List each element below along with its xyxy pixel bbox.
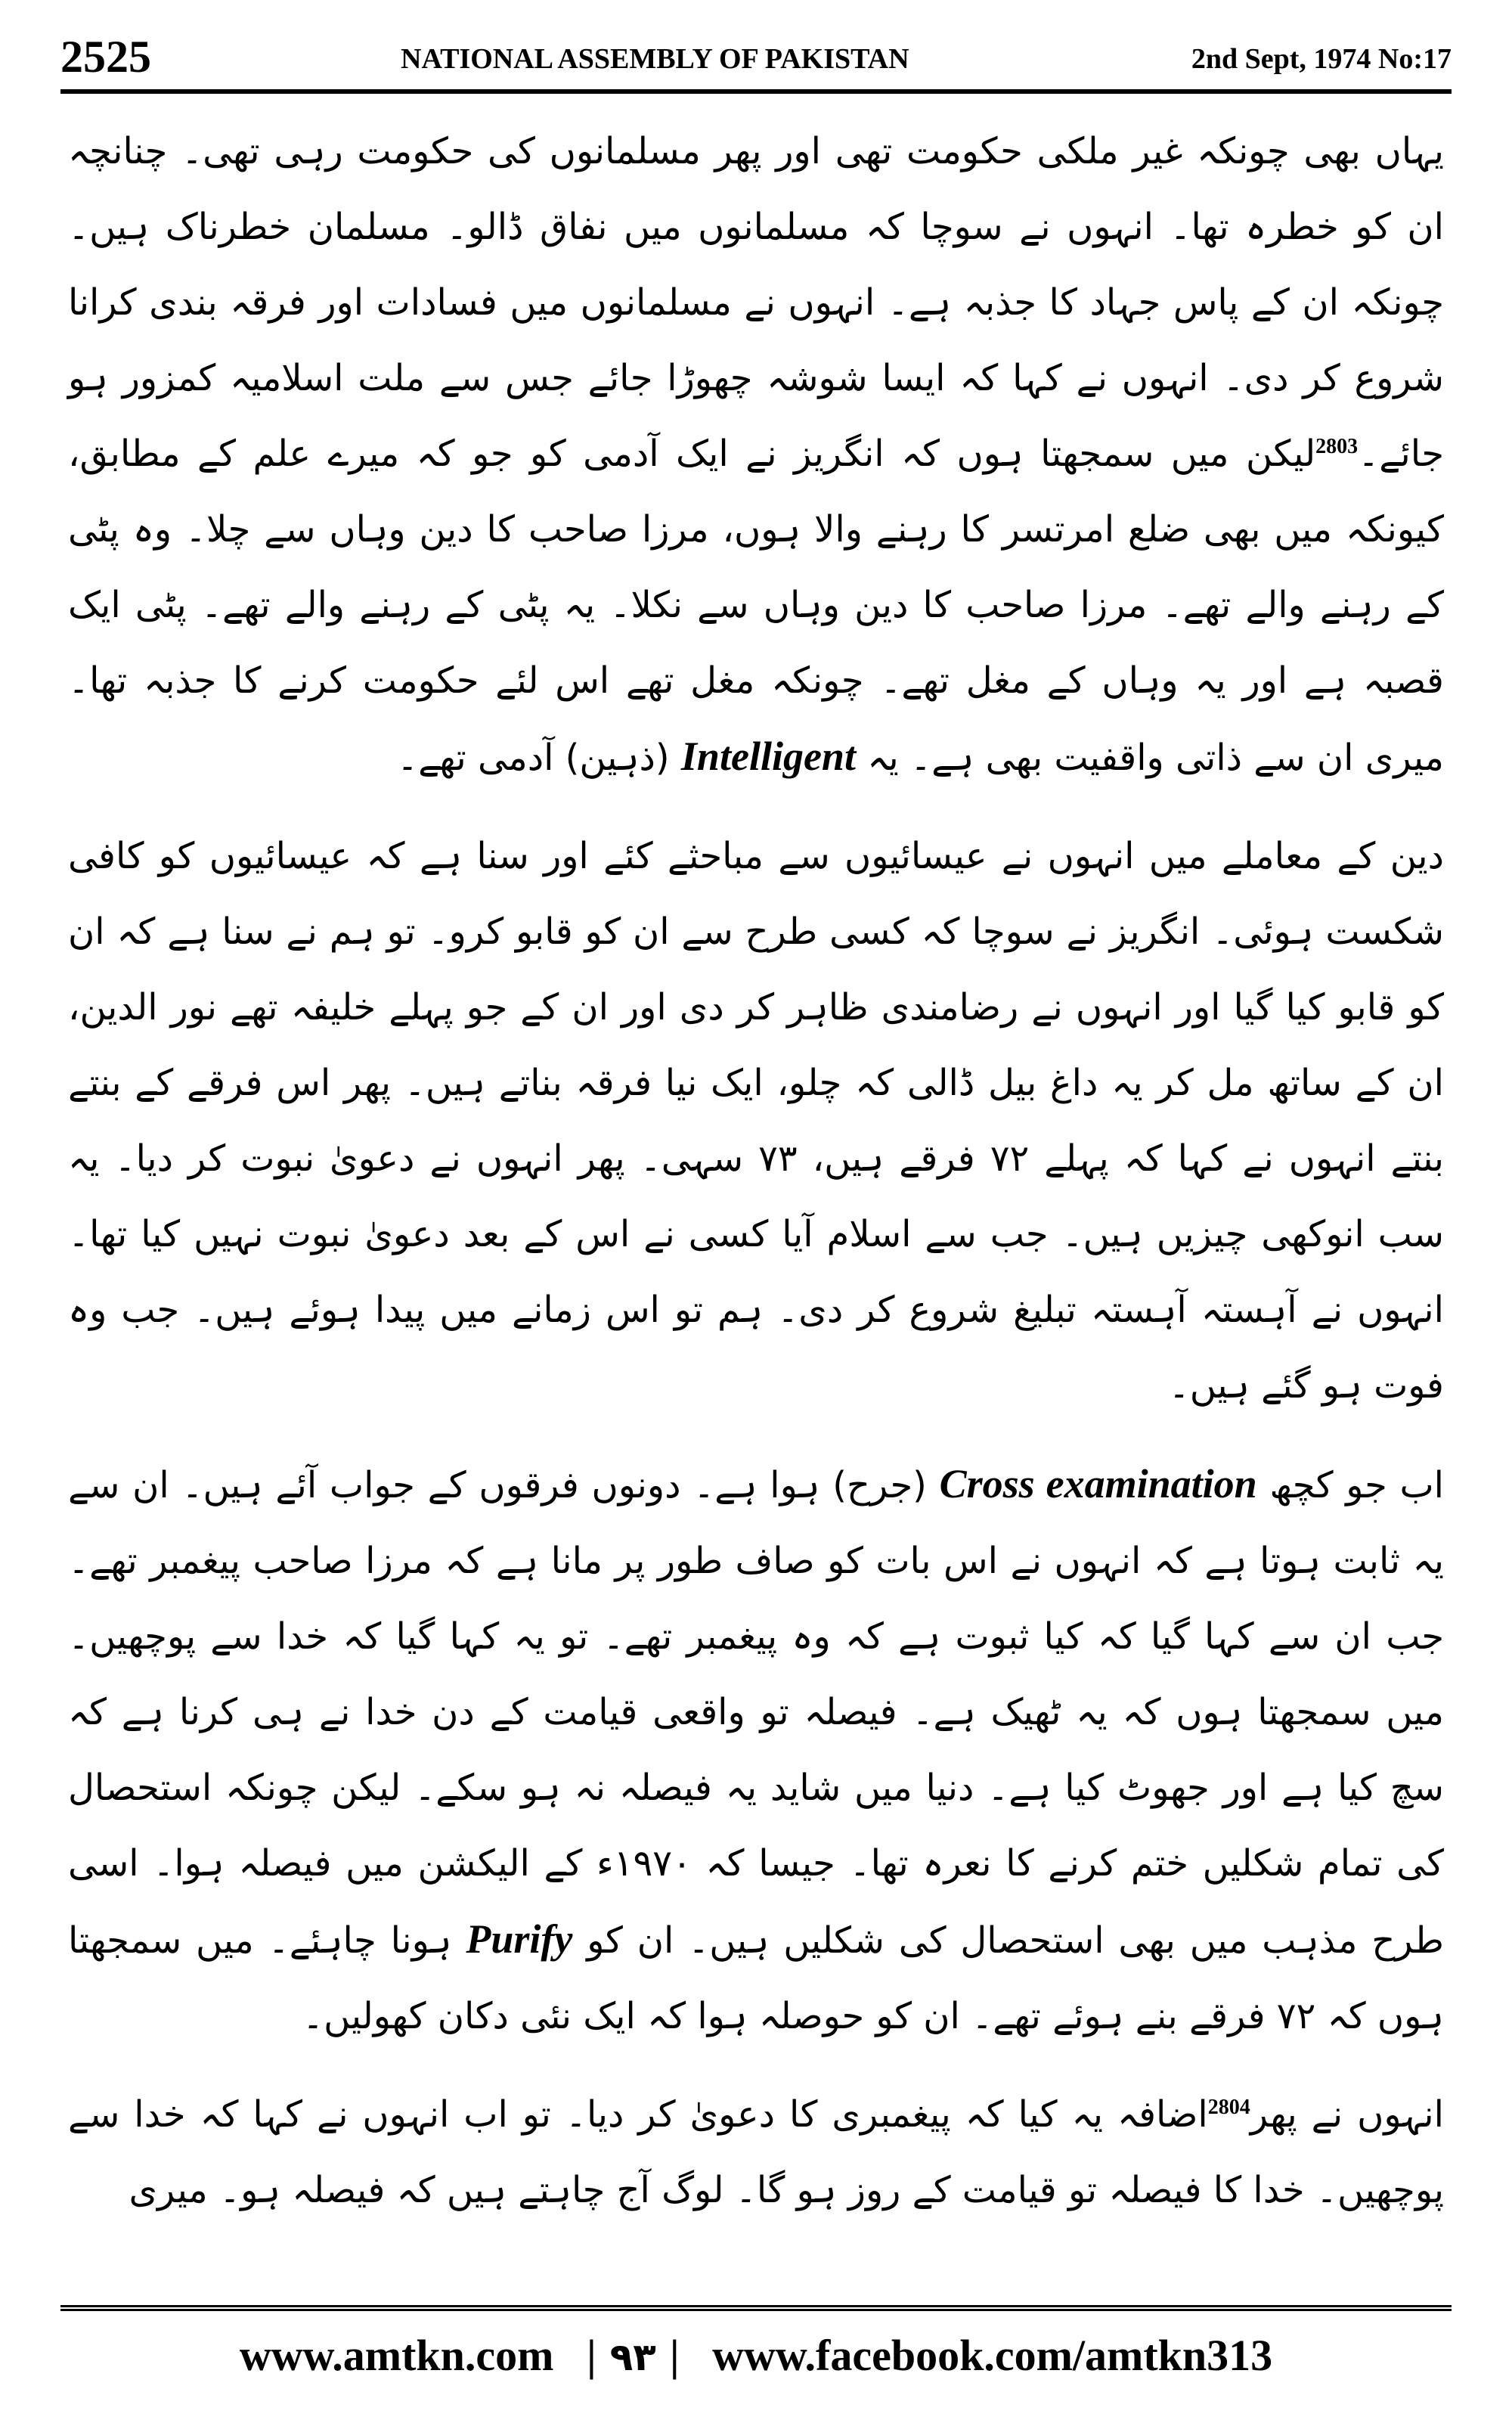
page-number: 2525	[60, 32, 151, 82]
body-text	[68, 113, 1444, 2284]
footnote-ref-2803: 2803	[1315, 435, 1359, 458]
header-title: NATIONAL ASSEMBLY OF PAKISTAN	[401, 43, 909, 75]
footer-separator: |	[669, 2331, 702, 2380]
paragraph-4-part-a: انہوں نے پھر	[1250, 2093, 1444, 2136]
english-term-intelligent: Intelligent	[680, 734, 856, 779]
paragraph-1-part-a: یہاں بھی چونکہ غیر ملکی حکومت تھی اور پھر مسلمانوں کی حکومت رہی تھی۔ چنانچہ ان کو خطرہ تھا۔ انہوں نے سوچا کہ مسلمانوں میں نفاق ڈالو۔ مسلمان خطرناک ہیں۔ چونکہ ان کے پاس جہاد کا جذبہ ہے۔ انہوں نے مسلمانوں میں فسادات اور فرقہ بندی کرانا شروع کر دی۔ انہوں نے کہا کہ ایسا شوشہ چھوڑا جائے جس سے ملت اسلامیہ کمزور ہو جائے۔	[68, 130, 1444, 475]
footer-website-link[interactable]: www.amtkn.com	[239, 2331, 554, 2380]
paragraph-1-part-b: لیکن میں سمجھتا ہوں کہ انگریز نے ایک آدمی کو جو کہ میرے علم کے مطابق، کیونکہ میں بھی ضلع امرتسر کا رہنے والا ہوں، مرزا صاحب کا دین وہاں سے چلا۔ وہ پٹی کے رہنے والے تھے۔ مرزا صاحب کا دین وہاں سے نکلا۔ یہ پٹی کے رہنے والے تھے۔ پٹی ایک قصبہ ہے اور یہ وہاں کے مغل تھے۔ چونکہ مغل تھے اس لئے حکومت کرنے کا جذبہ تھا۔ میری ان سے ذاتی واقفیت بھی ہے۔ یہ	[68, 433, 1444, 779]
paragraph-4-part-b: اضافہ یہ کیا کہ پیغمبری کا دعویٰ کر دیا۔ تو اب انہوں نے کہا کہ خدا سے پوچھیں۔ خدا کا فیصلہ تو قیامت کے روز ہو گا۔ لوگ آج چاہتے ہیں کہ فیصلہ ہو۔ میری	[68, 2093, 1444, 2211]
paragraph-4	[68, 2077, 1444, 2228]
english-term-cross-examination: Cross examination	[939, 1461, 1257, 1506]
footnote-ref-2804: 2804	[1207, 2096, 1250, 2119]
footer-facebook-link[interactable]: www.facebook.com/amtkn313	[712, 2331, 1273, 2380]
paragraph-2: دین کے معاملے میں انہوں نے عیسائیوں سے مباحثے کئے اور سنا ہے کہ عیسائیوں کو کافی شکست ہوئی۔ انگریز نے سوچا کہ کسی طرح سے ان کو قابو کرو۔ تو ہم نے سنا ہے کہ ان کو قابو کیا گیا اور انہوں نے رضامندی ظاہر کر دی اور ان کے جو پہلے خلیفہ تھے نور الدین، ان کے ساتھ مل کر یہ داغ بیل ڈالی کہ چلو، ایک نیا فرقہ بناتے ہیں۔ پھر اس فرقے کے بنتے بنتے انہوں نے کہا کہ پہلے ۷۲ فرقے ہیں، ۷۳ سہی۔ پھر انہوں نے دعویٰ نبوت کر دیا۔ یہ سب انوکھی چیزیں ہیں۔ جب سے اسلام آیا کسی نے اس کے بعد دعویٰ نبوت نہیں کیا تھا۔ انہوں نے آہستہ آہستہ تبلیغ شروع کر دی۔ ہم تو اس زمانے میں پیدا ہوئے ہیں۔ جب وہ فوت ہو گئے ہیں۔	[68, 835, 1445, 1407]
header-rule	[60, 89, 1452, 94]
paragraph-3	[68, 1446, 1444, 2054]
paragraph-1-part-c: (ذہین) آدمی تھے۔	[397, 737, 670, 779]
paragraph-3-part-a: اب جو کچھ	[1269, 1464, 1445, 1506]
page-footer	[60, 2325, 1452, 2386]
footer-separator: |	[564, 2331, 596, 2380]
paragraph-1	[68, 113, 1444, 796]
page-header	[60, 30, 1452, 83]
footer-page-number: ۹۳	[609, 2335, 656, 2379]
english-term-purify: Purify	[466, 1916, 573, 1962]
footer-rule	[60, 2305, 1452, 2316]
paragraph-3-part-b: (جرح) ہوا ہے۔ دونوں فرقوں کے جواب آئے ہیں۔ ان سے یہ ثابت ہوتا ہے کہ انہوں نے اس بات کو صاف طور پر مانا ہے کہ مرزا صاحب پیغمبر تھے۔ جب ان سے کہا گیا کہ کیا ثبوت ہے کہ وہ پیغمبر تھے۔ تو یہ کہا گیا کہ خدا سے پوچھیں۔ میں سمجھتا ہوں کہ یہ ٹھیک ہے۔ فیصلہ تو واقعی قیامت کے دن خدا نے ہی کرنا ہے کہ سچ کیا ہے اور جھوٹ کیا ہے۔ دنیا میں شاید یہ فیصلہ نہ ہو سکے۔ لیکن چونکہ استحصال کی تمام شکلیں ختم کرنے کا نعرہ تھا۔ جیسا کہ ۱۹۷۰ء کے الیکشن میں فیصلہ ہوا۔ اسی طرح مذہب میں بھی استحصال کی شکلیں ہیں۔ ان کو	[68, 1464, 1445, 1962]
header-date-number: 2nd Sept, 1974 No:17	[1191, 43, 1452, 75]
paragraph-3-part-c: ہونا چاہئے۔ میں سمجھتا ہوں کہ ۷۲ فرقے بنے ہوئے تھے۔ ان کو حوصلہ ہوا کہ ایک نئی دکان کھولیں۔	[68, 1919, 1444, 2037]
